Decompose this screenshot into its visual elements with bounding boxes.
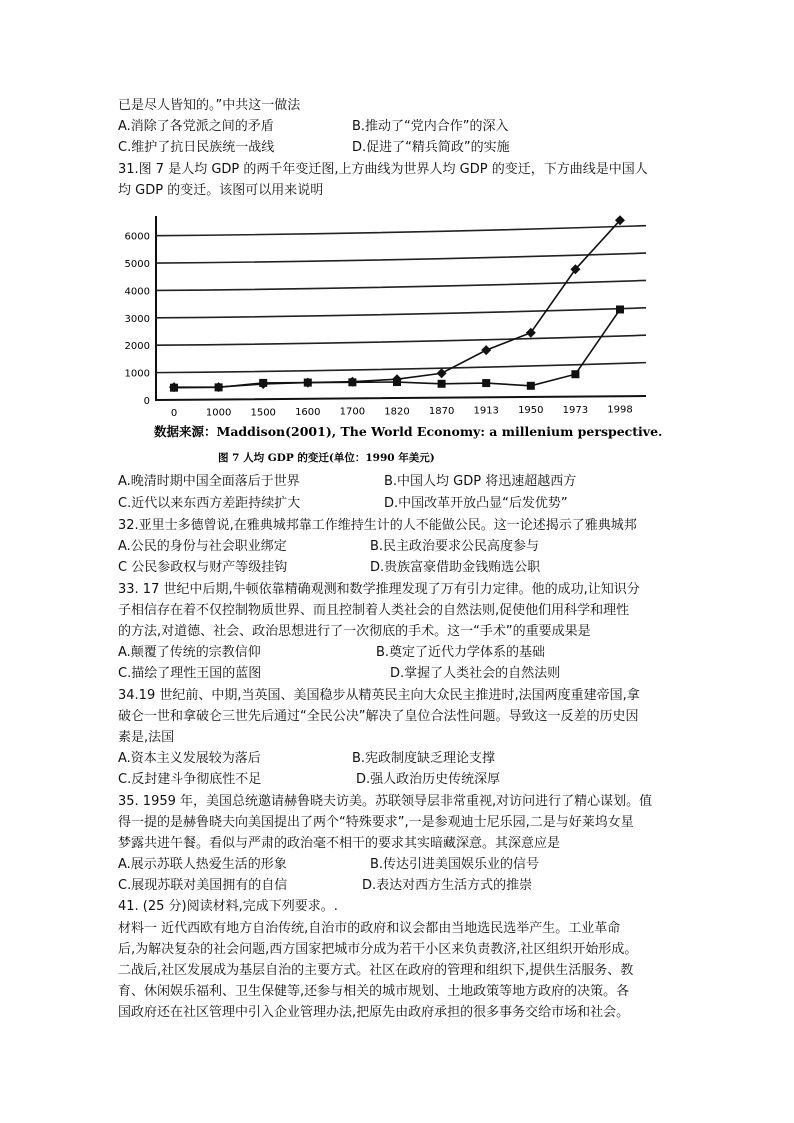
gdp-chart-svg — [118, 206, 678, 478]
q31-option-c: C.近代以来东西方差距持续扩大 — [118, 496, 301, 511]
chart-gridline — [156, 308, 646, 318]
y-tick-label: 5000 — [124, 259, 150, 271]
q34-option-c: C.反封建斗争彻底性不足 — [118, 772, 262, 787]
q34-stem-line2: 破仑一世和拿破仑三世先后通过“全民公决”解决了皇位合法性问题。导致这一反差的历史因 — [118, 709, 639, 724]
square-point — [348, 378, 356, 386]
x-tick-label: 1600 — [295, 406, 321, 418]
chart-gridline — [156, 280, 646, 290]
square-point — [571, 370, 579, 378]
diamond-point — [437, 368, 447, 378]
q33-stem-line3: 的方法,对道德、社会、政治思想进行了一次彻底的手术。这一“手术”的重要成果是 — [118, 624, 591, 639]
q30-option-c: C.维护了抗日民族统一战线 — [118, 140, 275, 155]
square-point — [170, 384, 178, 392]
q31-stem-line2: 均 GDP 的变迁。该图可以用来说明 — [118, 183, 324, 198]
q35-option-c: C.展现苏联对美国拥有的自信 — [118, 878, 288, 893]
q41-material-line4: 育、休闲娱乐福利、卫生保健等,还参与相关的城市规划、土地政策等地方政府的决策。各 — [118, 984, 630, 999]
series-line-1 — [174, 220, 620, 387]
y-tick-label: 0 — [143, 396, 150, 407]
x-tick-label: 1913 — [473, 405, 499, 417]
q30-option-d: D.促进了“精兵简政”的实施 — [352, 140, 510, 155]
x-tick-label: 1950 — [518, 405, 544, 417]
chart-source-text: 数据来源：Maddison(2001), The World Economy: a millenium perspective. — [154, 424, 663, 439]
q41-material-line2: 后,为解决复杂的社会问题,西方国家把城市分成为若干小区来负责教济,社区组织开始形成。 — [118, 942, 638, 957]
q32-option-c: C 公民参政权与财产等级挂钩 — [118, 560, 288, 575]
q35-stem-line2: 得一提的是赫鲁晓夫向美国提出了两个“特殊要求”,一是参观迪士尼乐园,二是与好莱坞女星 — [118, 815, 634, 830]
q35-stem-line3: 梦露共进午餐。看似与严肃的政治毫不相干的要求其实暗藏深意。其深意应是 — [118, 836, 561, 851]
q34-option-b: B.宪政制度缺乏理论支撑 — [352, 751, 496, 766]
q41-heading: 41. (25 分)阅读材料,完成下列要求。. — [118, 899, 338, 914]
q31-option-a: A.晚清时期中国全面落后于世界 — [118, 474, 300, 489]
square-point — [304, 379, 312, 387]
square-point — [482, 379, 490, 387]
q35-option-d: D.表达对西方生活方式的推崇 — [362, 878, 533, 893]
q30-option-a: A.消除了各党派之间的矛盾 — [118, 119, 274, 134]
square-point — [616, 305, 624, 313]
y-tick-label: 6000 — [124, 231, 150, 243]
diamond-point — [526, 328, 536, 338]
q35-option-a: A.展示苏联人热爱生活的形象 — [118, 857, 287, 872]
x-tick-label: 1000 — [205, 407, 232, 419]
chart-gridline — [156, 253, 646, 263]
q34-stem-line3: 素是,法国 — [118, 730, 175, 745]
x-tick-label: 0 — [170, 408, 178, 419]
y-tick-label: 2000 — [124, 341, 150, 353]
y-tick-label: 4000 — [124, 286, 150, 298]
y-tick-label: 1000 — [124, 368, 150, 380]
x-tick-label: 1500 — [250, 407, 276, 419]
y-tick-label: 3000 — [124, 313, 150, 325]
x-tick-label: 1700 — [339, 406, 366, 418]
gdp-chart — [118, 206, 678, 478]
q31-option-b: B.中国人均 GDP 将迅速超越西方 — [384, 474, 577, 489]
q32-stem: 32.亚里士多德曾说,在雅典城邦靠工作维持生计的人不能做公民。这一论述揭示了雅典城邦 — [118, 518, 637, 533]
q32-option-a: A.公民的身份与社会职业绑定 — [118, 539, 287, 554]
q31-stem-line1: 31.图 7 是人均 GDP 的两千年变迁图,上方曲线为世界人均 GDP 的变迁，下方曲线是中国人 — [118, 162, 648, 177]
q33-option-a: A.颠覆了传统的宗教信仰 — [118, 645, 261, 660]
q41-material-line3: 二战后,社区发展成为基层自治的主要方式。社区在政府的管理和组织下,提供生活服务、教 — [118, 963, 634, 978]
x-tick-label: 1820 — [384, 406, 410, 418]
q41-material-line5: 国政府还在社区管理中引入企业管理办法,把原先由政府承担的很多事务交给市场和社会。 — [118, 1005, 630, 1020]
diamond-point — [481, 345, 491, 355]
q30-stem-tail: 已是尽人皆知的。”中共这一做法 — [118, 98, 301, 113]
q33-stem-line1: 33. 17 世纪中后期,牛顿依靠精确观测和数学推理发现了万有引力定律。他的成功,让知识分 — [118, 582, 640, 597]
q31-option-d: D.中国改革开放凸显“后发优势” — [384, 496, 568, 511]
q33-stem-line2: 子相信存在着不仅控制物质世界、而且控制着人类社会的自然法则,促使他们用科学和理性 — [118, 603, 630, 618]
square-point — [215, 383, 223, 391]
q41-material-line1: 材料一 近代西欧有地方自治传统,自治市的政府和议会都由当地选民选举产生。工业革命 — [118, 921, 621, 936]
q32-option-b: B.民主政治要求公民高度参与 — [370, 539, 540, 554]
q34-option-d: D.强人政治历史传统深厚 — [356, 772, 501, 787]
q32-option-d: D.贵族富豪借助金钱贿选公职 — [370, 560, 541, 575]
q35-option-b: B.传达引进美国娱乐业的信号 — [370, 857, 540, 872]
square-point — [259, 379, 267, 387]
x-tick-label: 1973 — [562, 404, 589, 416]
q35-stem-line1: 35. 1959 年，美国总统邀请赫鲁晓夫访美。苏联领导层非常重视,对访问进行了精心谋划。值 — [118, 794, 653, 809]
q33-option-d: D.掌握了人类社会的自然法则 — [390, 666, 561, 681]
square-point — [527, 382, 535, 390]
q34-stem-line1: 34.19 世纪前、中期,当英国、美国稳步从精英民主向大众民主推进时,法国两度重建帝国,拿 — [118, 688, 640, 703]
q33-option-c: C.描绘了理性王国的蓝图 — [118, 666, 262, 681]
chart-gridline — [156, 226, 646, 236]
q34-option-a: A.资本主义发展较为落后 — [118, 751, 261, 766]
x-tick-label: 1998 — [607, 404, 633, 416]
square-point — [393, 378, 401, 386]
q30-option-b: B.推动了“党内合作”的深入 — [352, 119, 509, 134]
chart-caption-text: 图 7 人均 GDP 的变迁(单位：1990 年美元) — [218, 452, 435, 464]
q33-option-b: B.奠定了近代力学体系的基础 — [376, 645, 546, 660]
square-point — [438, 380, 446, 388]
x-tick-label: 1870 — [428, 405, 455, 417]
chart-gridline — [156, 335, 646, 345]
